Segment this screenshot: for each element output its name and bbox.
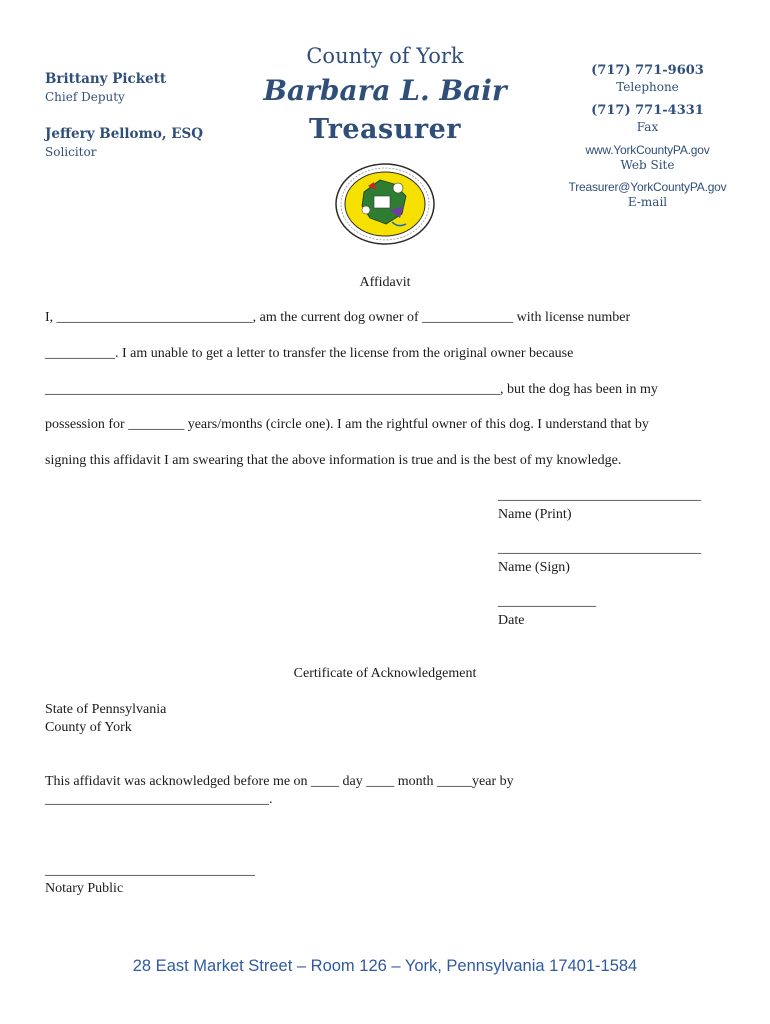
name-sign-label: Name (Sign) xyxy=(498,560,570,575)
name-print-label: Name (Print) xyxy=(498,507,572,522)
email-label: E-mail xyxy=(627,195,668,209)
affidavit-title: Affidavit xyxy=(359,275,411,290)
acknowledgement-line-1: This affidavit was acknowledged before me on ____ day ____ month _____year by xyxy=(45,774,514,789)
notary-public-label: Notary Public xyxy=(45,881,124,896)
county-name: County of York xyxy=(45,720,132,735)
chief-deputy-name: Brittany Pickett xyxy=(45,71,167,87)
name-print-field[interactable]: _____________________________ xyxy=(498,488,701,503)
solicitor-role: Solicitor xyxy=(45,145,97,159)
email-link[interactable]: Treasurer@YorkCountyPA.gov xyxy=(568,180,727,194)
website-label: Web Site xyxy=(620,158,675,172)
certificate-title: Certificate of Acknowledgement xyxy=(293,666,477,681)
date-label: Date xyxy=(498,613,525,628)
acknowledgement-line-2: ________________________________. xyxy=(45,792,273,807)
state-name: State of Pennsylvania xyxy=(45,702,167,717)
website-link[interactable]: www.YorkCountyPA.gov xyxy=(585,143,710,157)
treasurer-name: Barbara L. Bair xyxy=(263,74,507,107)
solicitor-name: Jeffery Bellomo, ESQ xyxy=(45,126,204,142)
affidavit-line-3: _________________________________________________________________, but the dog has been in my xyxy=(45,382,658,397)
affidavit-line-2: __________. I am unable to get a letter to transfer the license from the original owner because xyxy=(45,346,574,361)
name-sign-field[interactable]: _____________________________ xyxy=(498,541,701,556)
telephone-label: Telephone xyxy=(616,80,679,94)
chief-deputy-role: Chief Deputy xyxy=(45,90,125,104)
footer-address: 28 East Market Street – Room 126 – York, Pennsylvania 17401-1584 xyxy=(132,957,638,975)
fax-number: (717) 771-4331 xyxy=(591,103,704,118)
county-seal-icon xyxy=(334,162,436,246)
telephone-number: (717) 771-9603 xyxy=(591,63,704,78)
affidavit-line-1: I, ____________________________, am the current dog owner of _____________ with license number xyxy=(45,310,631,325)
notary-signature-field[interactable]: ______________________________ xyxy=(45,863,255,878)
treasurer-title: Treasurer xyxy=(309,114,461,145)
affidavit-line-5: signing this affidavit I am swearing that the above information is true and is the best of my knowledge. xyxy=(45,453,622,468)
affidavit-line-4: possession for ________ years/months (circle one). I am the rightful owner of this dog. I understand that by xyxy=(45,417,649,432)
date-field[interactable]: ______________ xyxy=(498,594,596,609)
county-title: County of York xyxy=(306,44,464,68)
fax-label: Fax xyxy=(636,120,659,134)
